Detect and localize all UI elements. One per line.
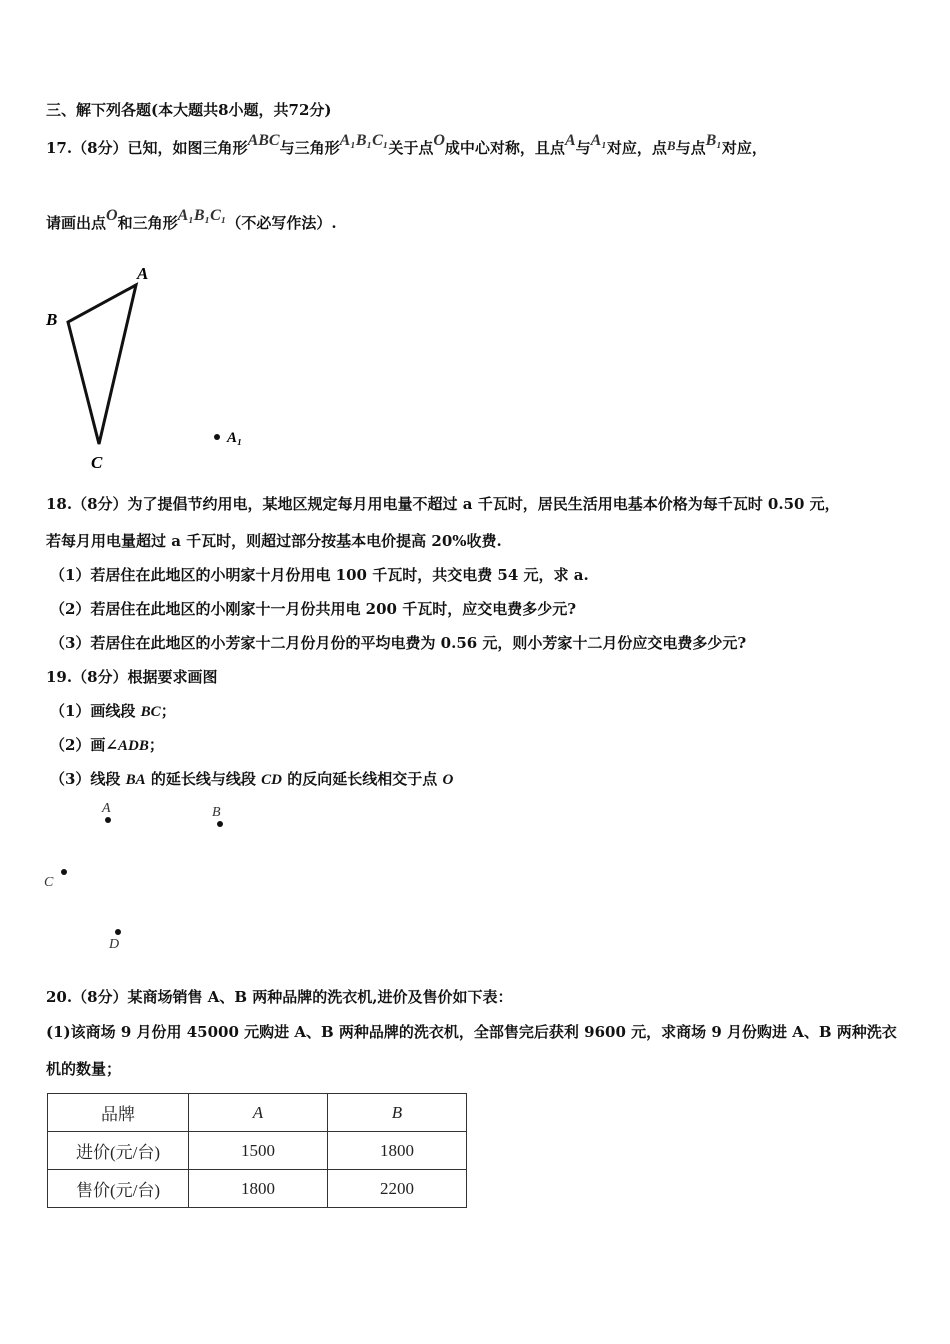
- q18-sub2: （2）若居住在此地区的小刚家十一月份共用电 200 千瓦时，应交电费多少元?: [50, 600, 576, 618]
- point-b-dot: [217, 821, 223, 827]
- point-a-label: A: [102, 801, 111, 816]
- table-cell: 1800: [328, 1132, 467, 1170]
- point-a1-label: A₁: [227, 430, 243, 446]
- q17-line2: 请画出点O和三角形A₁B₁C₁（不必写作法）.: [46, 207, 337, 232]
- section-heading: 三、解下列各题(本大题共8小题，共72分): [46, 101, 332, 119]
- q18-sub1: （1）若居住在此地区的小明家十月份用电 100 千瓦时，共交电费 54 元，求 a.: [50, 566, 589, 584]
- triangle-abc: [68, 285, 136, 444]
- q17-line1: 17.（8分）已知，如图三角形ABC与三角形A₁B₁C₁关于点O成中心对称，且点A与A₁对应，点B与点B₁对应，: [46, 132, 767, 157]
- point-d-dot: [115, 929, 121, 935]
- table-row: [48, 1132, 467, 1170]
- triangle-abc-label: ABC: [247, 132, 280, 149]
- q20-line1: 20.（8分）某商场销售 A、B 两种品牌的洗衣机,进价及售价如下表：: [46, 988, 513, 1006]
- q18-sub3: （3）若居住在此地区的小芳家十二月份月份的平均电费为 0.56 元，则小芳家十二月份应交电费多少元?: [50, 634, 747, 652]
- table-header-cell: B: [328, 1094, 467, 1132]
- table-header-cell: A: [189, 1094, 328, 1132]
- table-cell: 1800: [189, 1170, 328, 1208]
- table-cell: 2200: [328, 1170, 467, 1208]
- q17-triangle-figure: [40, 258, 260, 478]
- table-row: [48, 1170, 467, 1208]
- q19-points-figure: [40, 795, 260, 960]
- point-b-label: B: [212, 805, 221, 820]
- vertex-a-label: A: [137, 264, 149, 283]
- point-c-dot: [61, 869, 67, 875]
- point-a1-dot: [214, 434, 220, 440]
- q18-line2: 若每月用电量超过 a 千瓦时，则超过部分按基本电价提高 20%收费.: [46, 532, 502, 550]
- q19-sub3: （3）线段 BA 的延长线与线段 CD 的反向延长线相交于点 O: [50, 770, 454, 788]
- point-d-label: D: [109, 937, 120, 952]
- table-header-cell: 品牌: [48, 1094, 189, 1132]
- q19-line1: 19.（8分）根据要求画图: [46, 668, 218, 686]
- q18-line1: 18.（8分）为了提倡节约用电，某地区规定每月用电量不超过 a 千瓦时，居民生活用电基本价格为每千瓦时 0.50 元，: [46, 495, 840, 513]
- q20-line2: (1)该商场 9 月份用 45000 元购进 A、B 两种品牌的洗衣机，全部售完后获利 9600 元，求商场 9 月份购进 A、B 两种洗衣: [46, 1023, 897, 1041]
- table-cell: 1500: [189, 1132, 328, 1170]
- q19-sub2: （2）画∠ADB；: [50, 736, 164, 754]
- price-table: [47, 1093, 467, 1208]
- point-c-label: C: [44, 875, 54, 890]
- point-a-dot: [105, 817, 111, 823]
- vertex-c-label: C: [91, 453, 103, 472]
- q19-sub1: （1）画线段 BC；: [50, 702, 176, 720]
- q20-line3: 机的数量；: [46, 1060, 122, 1078]
- table-header-row: [48, 1094, 467, 1132]
- table-cell: 售价(元/台): [48, 1170, 189, 1208]
- vertex-b-label: B: [46, 310, 58, 329]
- table-cell: 进价(元/台): [48, 1132, 189, 1170]
